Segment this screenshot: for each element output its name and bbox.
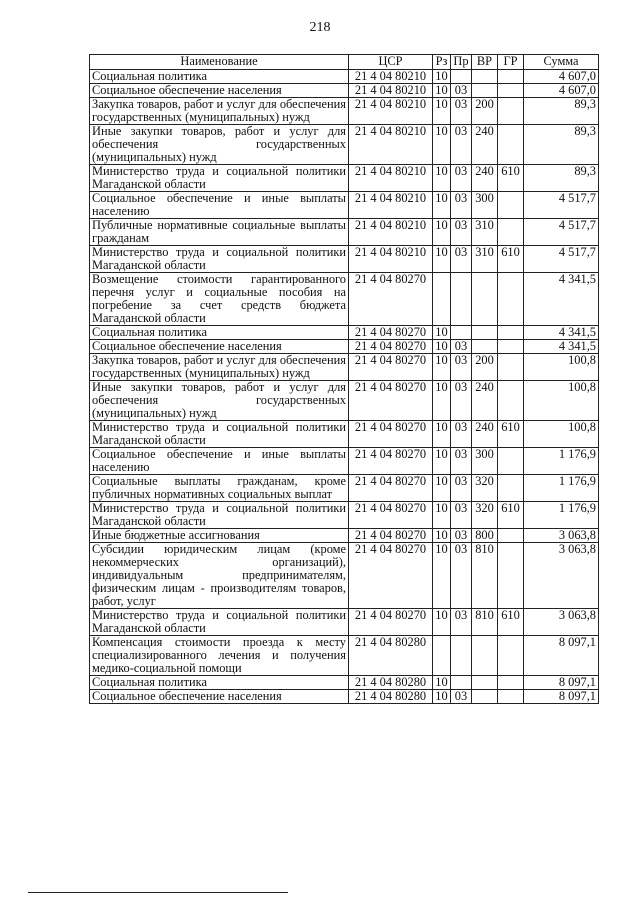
table-row [90, 502, 599, 529]
cell-rz: 10 [433, 690, 451, 704]
table-row [90, 448, 599, 475]
cell-vr: 810 [472, 543, 498, 609]
cell-gr [498, 690, 524, 704]
cell-gr: 610 [498, 165, 524, 192]
cell-csr: 21 4 04 80210 [349, 84, 433, 98]
cell-pr: 03 [451, 609, 472, 636]
cell-vr [472, 690, 498, 704]
cell-sum: 3 063,8 [524, 609, 599, 636]
cell-gr: 610 [498, 609, 524, 636]
cell-pr: 03 [451, 98, 472, 125]
cell-sum: 4 607,0 [524, 70, 599, 84]
cell-name: Иные бюджетные ассигнования [90, 529, 349, 543]
cell-gr [498, 676, 524, 690]
cell-sum: 4 517,7 [524, 219, 599, 246]
cell-rz: 10 [433, 98, 451, 125]
table-row [90, 326, 599, 340]
cell-csr: 21 4 04 80270 [349, 543, 433, 609]
cell-sum: 89,3 [524, 98, 599, 125]
cell-pr [451, 70, 472, 84]
table-row [90, 219, 599, 246]
cell-pr: 03 [451, 448, 472, 475]
cell-name: Социальное обеспечение населения [90, 690, 349, 704]
cell-vr: 240 [472, 381, 498, 421]
cell-name: Социальная политика [90, 676, 349, 690]
cell-sum: 8 097,1 [524, 676, 599, 690]
cell-vr: 200 [472, 98, 498, 125]
cell-csr: 21 4 04 80270 [349, 502, 433, 529]
cell-gr [498, 340, 524, 354]
cell-rz: 10 [433, 219, 451, 246]
cell-csr: 21 4 04 80270 [349, 448, 433, 475]
table-row [90, 84, 599, 98]
cell-csr: 21 4 04 80270 [349, 475, 433, 502]
cell-csr: 21 4 04 80270 [349, 326, 433, 340]
cell-csr: 21 4 04 80210 [349, 219, 433, 246]
table-row [90, 273, 599, 326]
cell-pr: 03 [451, 340, 472, 354]
cell-rz: 10 [433, 70, 451, 84]
cell-csr: 21 4 04 80210 [349, 165, 433, 192]
cell-csr: 21 4 04 80270 [349, 421, 433, 448]
cell-gr: 610 [498, 421, 524, 448]
column-header-gr: ГР [498, 55, 524, 70]
cell-sum: 100,8 [524, 354, 599, 381]
cell-sum: 8 097,1 [524, 636, 599, 676]
cell-vr [472, 636, 498, 676]
cell-sum: 100,8 [524, 421, 599, 448]
cell-vr: 200 [472, 354, 498, 381]
cell-name: Министерство труда и социальной политики Магаданской области [90, 609, 349, 636]
cell-gr [498, 192, 524, 219]
table-row [90, 98, 599, 125]
cell-gr [498, 529, 524, 543]
cell-sum: 1 176,9 [524, 448, 599, 475]
cell-name: Министерство труда и социальной политики Магаданской области [90, 502, 349, 529]
cell-pr: 03 [451, 165, 472, 192]
cell-pr [451, 676, 472, 690]
cell-pr: 03 [451, 381, 472, 421]
cell-vr [472, 676, 498, 690]
cell-name: Возмещение стоимости гарантированного перечня услуг и социальные пособия на погребение за счет средств бюджета Магаданской области [90, 273, 349, 326]
page-number: 218 [309, 20, 331, 35]
cell-name: Социальные выплаты гражданам, кроме публичных нормативных социальных выплат [90, 475, 349, 502]
cell-vr: 240 [472, 165, 498, 192]
cell-vr: 240 [472, 125, 498, 165]
cell-name: Социальное обеспечение и иные выплаты населению [90, 448, 349, 475]
cell-sum: 4 341,5 [524, 340, 599, 354]
cell-name: Компенсация стоимости проезда к месту специализированного лечения и получения медико-социальной помощи [90, 636, 349, 676]
cell-rz: 10 [433, 246, 451, 273]
cell-rz: 10 [433, 421, 451, 448]
cell-vr: 320 [472, 475, 498, 502]
cell-gr [498, 475, 524, 502]
table-row [90, 421, 599, 448]
cell-rz: 10 [433, 448, 451, 475]
cell-vr [472, 340, 498, 354]
cell-sum: 4 517,7 [524, 192, 599, 219]
cell-gr [498, 219, 524, 246]
cell-rz: 10 [433, 340, 451, 354]
cell-csr: 21 4 04 80210 [349, 192, 433, 219]
table-row [90, 381, 599, 421]
cell-csr: 21 4 04 80270 [349, 354, 433, 381]
table-header-row [90, 55, 599, 70]
cell-sum: 100,8 [524, 381, 599, 421]
cell-name: Социальное обеспечение населения [90, 340, 349, 354]
cell-rz: 10 [433, 502, 451, 529]
cell-pr: 03 [451, 690, 472, 704]
cell-gr: 610 [498, 246, 524, 273]
cell-rz: 10 [433, 543, 451, 609]
table-row [90, 690, 599, 704]
cell-csr: 21 4 04 80210 [349, 246, 433, 273]
cell-name: Публичные нормативные социальные выплаты гражданам [90, 219, 349, 246]
cell-gr [498, 636, 524, 676]
cell-sum: 4 607,0 [524, 84, 599, 98]
cell-vr: 320 [472, 502, 498, 529]
cell-rz: 10 [433, 676, 451, 690]
cell-csr: 21 4 04 80210 [349, 125, 433, 165]
cell-name: Иные закупки товаров, работ и услуг для обеспечения государственных (муниципальных) нужд [90, 381, 349, 421]
table-row [90, 246, 599, 273]
cell-rz: 10 [433, 84, 451, 98]
column-header-pr: Пр [451, 55, 472, 70]
cell-pr [451, 326, 472, 340]
cell-rz: 10 [433, 609, 451, 636]
table-row [90, 165, 599, 192]
cell-name: Иные закупки товаров, работ и услуг для обеспечения государственных (муниципальных) нужд [90, 125, 349, 165]
cell-pr: 03 [451, 475, 472, 502]
cell-gr [498, 125, 524, 165]
cell-pr: 03 [451, 354, 472, 381]
cell-csr: 21 4 04 80210 [349, 98, 433, 125]
table-row [90, 70, 599, 84]
cell-name: Закупка товаров, работ и услуг для обеспечения государственных (муниципальных) нужд [90, 98, 349, 125]
table-row [90, 636, 599, 676]
column-header-rz: Рз [433, 55, 451, 70]
table-row [90, 340, 599, 354]
cell-csr: 21 4 04 80270 [349, 381, 433, 421]
cell-gr [498, 381, 524, 421]
cell-name: Закупка товаров, работ и услуг для обеспечения государственных (муниципальных) нужд [90, 354, 349, 381]
table-row [90, 609, 599, 636]
cell-rz [433, 273, 451, 326]
cell-csr: 21 4 04 80280 [349, 690, 433, 704]
table-row [90, 192, 599, 219]
cell-sum: 4 517,7 [524, 246, 599, 273]
cell-rz: 10 [433, 381, 451, 421]
cell-gr [498, 354, 524, 381]
table-row [90, 676, 599, 690]
cell-sum: 8 097,1 [524, 690, 599, 704]
cell-rz: 10 [433, 326, 451, 340]
footer-divider [28, 892, 288, 893]
cell-vr: 300 [472, 192, 498, 219]
cell-sum: 89,3 [524, 165, 599, 192]
cell-name: Социальное обеспечение и иные выплаты населению [90, 192, 349, 219]
cell-name: Министерство труда и социальной политики Магаданской области [90, 246, 349, 273]
cell-sum: 4 341,5 [524, 326, 599, 340]
cell-csr: 21 4 04 80270 [349, 340, 433, 354]
cell-csr: 21 4 04 80270 [349, 273, 433, 326]
cell-name: Субсидии юридическим лицам (кроме некоммерческих организаций), индивидуальным предпринимателям, физическим лицам - производителям товаров, работ, услуг [90, 543, 349, 609]
cell-rz: 10 [433, 529, 451, 543]
cell-pr: 03 [451, 502, 472, 529]
cell-pr: 03 [451, 192, 472, 219]
table-row [90, 543, 599, 609]
cell-vr: 310 [472, 246, 498, 273]
cell-csr: 21 4 04 80280 [349, 676, 433, 690]
cell-rz: 10 [433, 165, 451, 192]
cell-name: Министерство труда и социальной политики Магаданской области [90, 165, 349, 192]
cell-pr: 03 [451, 529, 472, 543]
cell-gr [498, 326, 524, 340]
cell-vr [472, 326, 498, 340]
cell-gr [498, 84, 524, 98]
cell-vr: 810 [472, 609, 498, 636]
cell-gr [498, 543, 524, 609]
cell-vr: 300 [472, 448, 498, 475]
cell-rz: 10 [433, 125, 451, 165]
cell-sum: 3 063,8 [524, 543, 599, 609]
table-row [90, 529, 599, 543]
cell-gr [498, 448, 524, 475]
table-row [90, 475, 599, 502]
cell-vr: 310 [472, 219, 498, 246]
cell-pr: 03 [451, 84, 472, 98]
cell-pr: 03 [451, 421, 472, 448]
cell-gr: 610 [498, 502, 524, 529]
column-header-vr: ВР [472, 55, 498, 70]
column-header-csr: ЦСР [349, 55, 433, 70]
cell-sum: 1 176,9 [524, 502, 599, 529]
cell-vr [472, 70, 498, 84]
cell-csr: 21 4 04 80280 [349, 636, 433, 676]
cell-pr [451, 636, 472, 676]
cell-name: Министерство труда и социальной политики Магаданской области [90, 421, 349, 448]
cell-rz: 10 [433, 475, 451, 502]
table-row [90, 125, 599, 165]
cell-vr [472, 84, 498, 98]
cell-rz: 10 [433, 354, 451, 381]
cell-rz [433, 636, 451, 676]
cell-name: Социальная политика [90, 326, 349, 340]
cell-csr: 21 4 04 80270 [349, 529, 433, 543]
cell-pr [451, 273, 472, 326]
cell-sum: 4 341,5 [524, 273, 599, 326]
cell-csr: 21 4 04 80270 [349, 609, 433, 636]
cell-pr: 03 [451, 543, 472, 609]
budget-table [89, 54, 599, 704]
column-header-name: Наименование [90, 55, 349, 70]
cell-gr [498, 70, 524, 84]
cell-pr: 03 [451, 246, 472, 273]
cell-vr [472, 273, 498, 326]
cell-name: Социальная политика [90, 70, 349, 84]
cell-pr: 03 [451, 125, 472, 165]
column-header-sum: Сумма [524, 55, 599, 70]
cell-pr: 03 [451, 219, 472, 246]
cell-sum: 3 063,8 [524, 529, 599, 543]
cell-name: Социальное обеспечение населения [90, 84, 349, 98]
cell-sum: 1 176,9 [524, 475, 599, 502]
cell-vr: 240 [472, 421, 498, 448]
cell-gr [498, 98, 524, 125]
table-row [90, 354, 599, 381]
cell-gr [498, 273, 524, 326]
cell-csr: 21 4 04 80210 [349, 70, 433, 84]
cell-vr: 800 [472, 529, 498, 543]
cell-rz: 10 [433, 192, 451, 219]
cell-sum: 89,3 [524, 125, 599, 165]
